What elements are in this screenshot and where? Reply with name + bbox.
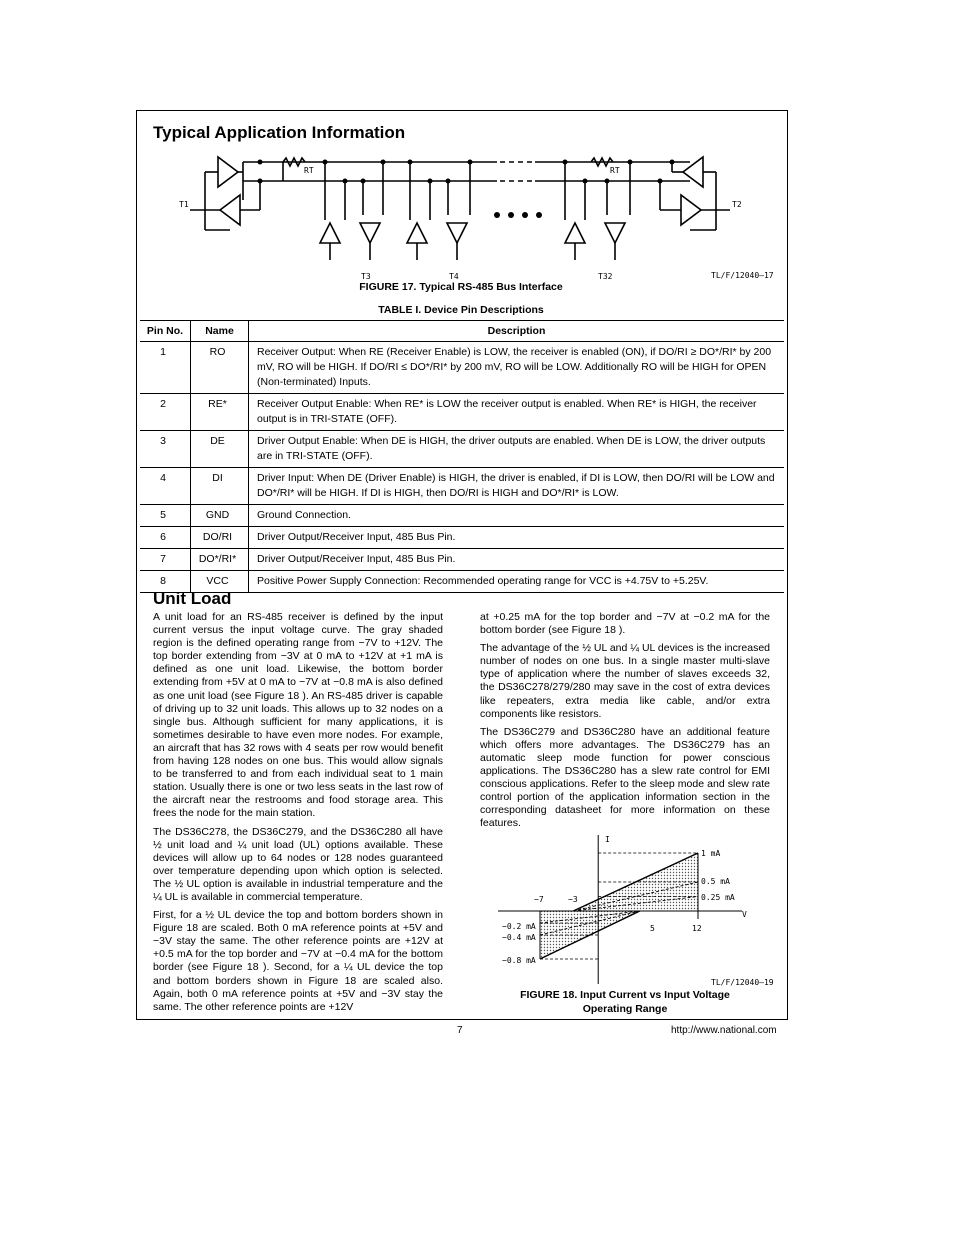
desc-cell: Driver Output/Receiver Input, 485 Bus Pin. bbox=[249, 549, 785, 571]
desc-cell: Positive Power Supply Connection: Recommended operating range for VCC is +4.75V to +5.25V. bbox=[249, 571, 785, 593]
rt-right-label: RT bbox=[610, 166, 620, 175]
pin-cell: 2 bbox=[140, 394, 191, 431]
figure-17-ref: TL/F/12040–17 bbox=[711, 271, 774, 280]
axis-v-label: V bbox=[742, 910, 747, 919]
table-row bbox=[140, 394, 784, 431]
name-cell: RO bbox=[191, 342, 249, 394]
figure-18-ref: TL/F/12040–19 bbox=[711, 978, 774, 987]
paragraph: The DS36C279 and DS36C280 have an additional feature which offers more advantages. The DS36C279 has an automatic sleep mode function for power conscious applications. The DS36C280 has a slew rate control for EMI conscious applications. Refer to the sleep mode and slew rate control portion of the application information section in the corresponding datasheet for more information on these features. bbox=[480, 725, 770, 830]
pin-cell: 7 bbox=[140, 549, 191, 571]
desc-cell: Receiver Output: When RE (Receiver Enable) is LOW, the receiver is enabled (ON), if DO/RI ≥ DO*/RI* by 200 mV, RO will be HIGH. If DO/RI ≤ DO*/RI* by 200 mV, RO will be LOW. Additionally RO will be HIGH for OPEN (Non-terminated) Inputs. bbox=[249, 342, 785, 394]
t32-label: T32 bbox=[598, 272, 613, 281]
footer-url: http://www.national.com bbox=[671, 1025, 777, 1036]
axis-i-label: I bbox=[605, 835, 610, 844]
table-title: TABLE I. Device Pin Descriptions bbox=[378, 304, 544, 316]
pin-cell: 4 bbox=[140, 468, 191, 505]
name-cell: DO*/RI* bbox=[191, 549, 249, 571]
header-description: Description bbox=[249, 321, 785, 342]
figure-17-bus-diagram bbox=[170, 148, 770, 288]
t1-label: T1 bbox=[179, 200, 189, 209]
page-number: 7 bbox=[457, 1025, 463, 1036]
paragraph: at +0.25 mA for the top border and −7V at −0.2 mA for the bottom border (see Figure 18 ). bbox=[480, 611, 770, 637]
x-tick-12: 12 bbox=[692, 924, 702, 933]
table-row bbox=[140, 342, 784, 394]
x-tick-5: 5 bbox=[650, 924, 655, 933]
y-label-05ma: 0.5 mA bbox=[701, 877, 730, 886]
figure-17-caption: FIGURE 17. Typical RS-485 Bus Interface bbox=[359, 281, 563, 293]
table-row bbox=[140, 527, 784, 549]
figure-18-chart bbox=[498, 832, 770, 988]
y-label-1ma: 1 mA bbox=[701, 849, 721, 858]
rt-left-label: RT bbox=[304, 166, 314, 175]
y-label-025ma: 0.25 mA bbox=[701, 893, 735, 902]
table-row bbox=[140, 431, 784, 468]
desc-cell: Driver Output/Receiver Input, 485 Bus Pin. bbox=[249, 527, 785, 549]
pin-description-table bbox=[140, 320, 784, 593]
paragraph: The advantage of the ½ UL and ¼ UL devices is the increased number of nodes on one bus. In a single master multi-slave type of application where the number of slaves exceeds 32, the DS36C278/279/280 may save in the cost of extra devices like repeaters, extra media like cable, and/or extra components like resistors. bbox=[480, 642, 770, 720]
paragraph: The DS36C278, the DS36C279, and the DS36C280 all have ½ unit load and ¼ unit load (UL) options available. These devices will allow up to 64 nodes or 128 nodes guaranteed over temperature depending upon which option is selected. The ½ UL option is available in industrial temperature and the ¼ UL is available in commercial temperature. bbox=[153, 825, 443, 903]
x-tick-minus3: −3 bbox=[568, 895, 578, 904]
name-cell: GND bbox=[191, 505, 249, 527]
table-row bbox=[140, 468, 784, 505]
x-tick-minus7: −7 bbox=[534, 895, 544, 904]
name-cell: DI bbox=[191, 468, 249, 505]
figure-18-caption-line1: FIGURE 18. Input Current vs Input Voltage bbox=[520, 989, 730, 1001]
table-header-row bbox=[140, 321, 784, 342]
section-title-unit-load: Unit Load bbox=[153, 589, 232, 608]
desc-cell: Driver Input: When DE (Driver Enable) is HIGH, the driver is enabled, if DI is LOW, then DO/RI will be LOW and DO*/RI* will be HIGH. If DI is HIGH, then DO/RI is HIGH and DO*/RI* is LOW. bbox=[249, 468, 785, 505]
y-label-minus08ma: −0.8 mA bbox=[502, 956, 536, 965]
name-cell: DE bbox=[191, 431, 249, 468]
header-name: Name bbox=[191, 321, 249, 342]
pin-cell: 1 bbox=[140, 342, 191, 394]
name-cell: RE* bbox=[191, 394, 249, 431]
y-label-minus02ma: −0.2 mA bbox=[502, 922, 536, 931]
header-pin-no: Pin No. bbox=[140, 321, 191, 342]
desc-cell: Receiver Output Enable: When RE* is LOW the receiver output is enabled. When RE* is HIGH, the receiver output is in TRI-STATE (OFF). bbox=[249, 394, 785, 431]
pin-cell: 5 bbox=[140, 505, 191, 527]
section-title-typical-application: Typical Application Information bbox=[153, 123, 406, 142]
figure-18-caption-line2: Operating Range bbox=[582, 1003, 668, 1015]
table-row bbox=[140, 505, 784, 527]
paragraph: A unit load for an RS-485 receiver is defined by the input current versus the input voltage curve. The gray shaded region is the defined operating range from −7V to +12V. The top border extending from −3V at 0 mA to +12V at +1 mA is defined as one unit load. Likewise, the bottom border extending from +5V at 0 mA to −7V at −0.8 mA is also defined as one unit load (see Figure 18 ). An RS-485 driver is capable of driving up to 32 unit loads. This allows up to 32 nodes on a single bus. Although sufficient for many applications, it is sometimes desirable to have even more nodes. For example, an aircraft that has 32 rows with 4 seats per row would benefit from having 128 nodes on one bus. This would allow signals to be transferred to and from each individual seat to 1 main station. Usually there is one or two less seats in the last row of the aircraft near the restrooms and food storage area. This frees the node for the main station. bbox=[153, 611, 443, 820]
pin-cell: 8 bbox=[140, 571, 191, 593]
t3-label: T3 bbox=[361, 272, 371, 281]
name-cell: DO/RI bbox=[191, 527, 249, 549]
desc-cell: Driver Output Enable: When DE is HIGH, the driver outputs are enabled. When DE is LOW, the driver outputs are in TRI-STATE (OFF). bbox=[249, 431, 785, 468]
desc-cell: Ground Connection. bbox=[249, 505, 785, 527]
pin-cell: 6 bbox=[140, 527, 191, 549]
paragraph: First, for a ½ UL device the top and bottom borders shown in Figure 18 are scaled. Both 0 mA reference points at +5V and −3V stay the same. The other reference points are +12V at +0.5 mA for the top border and −7V at −0.4 mA for the bottom border (see Figure 18 ). Second, for a ¼ UL device the top and bottom borders shown in Figure 18 are scaled also. Again, both 0 mA reference points at +5V and −3V stay the same. The other reference points are +12V bbox=[153, 909, 443, 1013]
table-row bbox=[140, 571, 784, 593]
t2-label: T2 bbox=[732, 200, 742, 209]
name-cell: VCC bbox=[191, 571, 249, 593]
pin-cell: 3 bbox=[140, 431, 191, 468]
y-label-minus04ma: −0.4 mA bbox=[502, 933, 536, 942]
figure-18-caption bbox=[480, 988, 770, 1016]
t4-label: T4 bbox=[449, 272, 459, 281]
right-text-column bbox=[480, 611, 770, 836]
left-text-column bbox=[153, 611, 443, 1019]
table-row bbox=[140, 549, 784, 571]
